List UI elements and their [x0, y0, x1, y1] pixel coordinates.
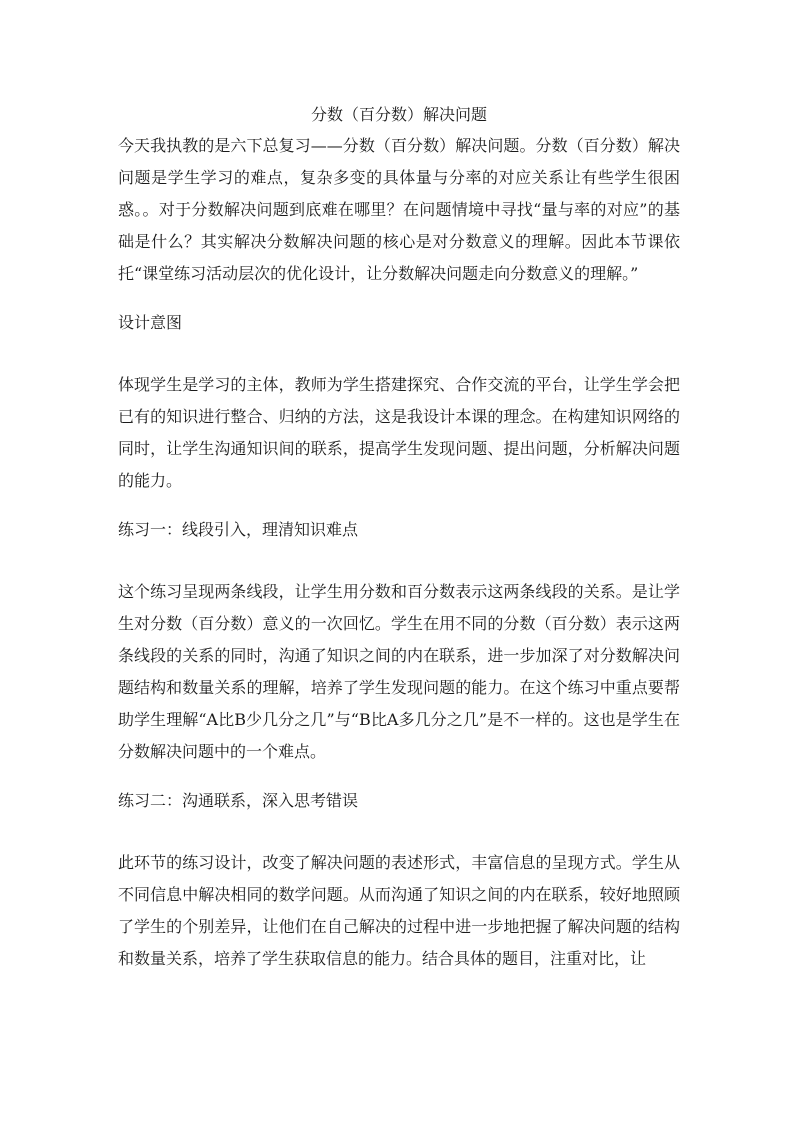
section-heading-exercise-2: 练习二：沟通联系，深入思考错误 — [118, 791, 359, 810]
spacer — [118, 817, 680, 847]
section-body-exercise-2: 此环节的练习设计，改变了解决问题的表述形式，丰富信息的呈现方式。学生从不同信息中解决相同的数学问题。从而沟通了知识之间的内在联系，较好地照顾了学生的个别差异，让他们在自己解决的过程中进一步地把握了解决问题的结构和数量关系，培养了学生获取信息的能力。结合具体的题目，注重对比，让 — [118, 853, 680, 968]
intro-paragraph: 今天我执教的是六下总复习——分数（百分数）解决问题。分数（百分数）解决问题是学生学习的难点，复杂多变的具体量与分率的对应关系让有些学生很困惑。。对于分数解决问题到底难在哪里？在问题情境中寻找“量与率的对应”的基础是什么？其实解决分数解决问题的核心是对分数意义的理解。因此本节课依托“课堂练习活动层次的优化设计，让分数解决问题走向分数意义的理解。” — [118, 136, 680, 283]
section-heading-exercise-1: 练习一：线段引入，理清知识难点 — [118, 520, 359, 539]
section-heading-design: 设计意图 — [118, 313, 183, 332]
section-body-design: 体现学生是学习的主体，教师为学生搭建探究、合作交流的平台，让学生学会把已有的知识进行整合、归纳的方法，这是我设计本课的理念。在构建知识网络的同时，让学生沟通知识间的联系，提高学生发现问题、提出问题，分析解决问题的能力。 — [118, 375, 680, 490]
section-body-exercise-1: 这个练习呈现两条线段，让学生用分数和百分数表示这两条线段的关系。是让学生对分数（百分数）意义的一次回忆。学生在用不同的分数（百分数）表示这两条线段的关系的同时，沟通了知识之间的内在联系，进一步加深了对分数解决问题结构和数量关系的理解，培养了学生发现问题的能力。在这个练习中重点要帮助学生理解“A比B少几分之几”与“B比A多几分之几”是不一样的。这也是学生在分数解决问题中的一个难点。 — [118, 582, 680, 761]
spacer — [118, 546, 680, 576]
spacer — [118, 497, 680, 514]
document-page — [118, 100, 680, 975]
document-title: 分数（百分数）解决问题 — [310, 105, 487, 124]
spacer — [118, 290, 680, 307]
spacer — [118, 768, 680, 785]
spacer — [118, 339, 680, 369]
